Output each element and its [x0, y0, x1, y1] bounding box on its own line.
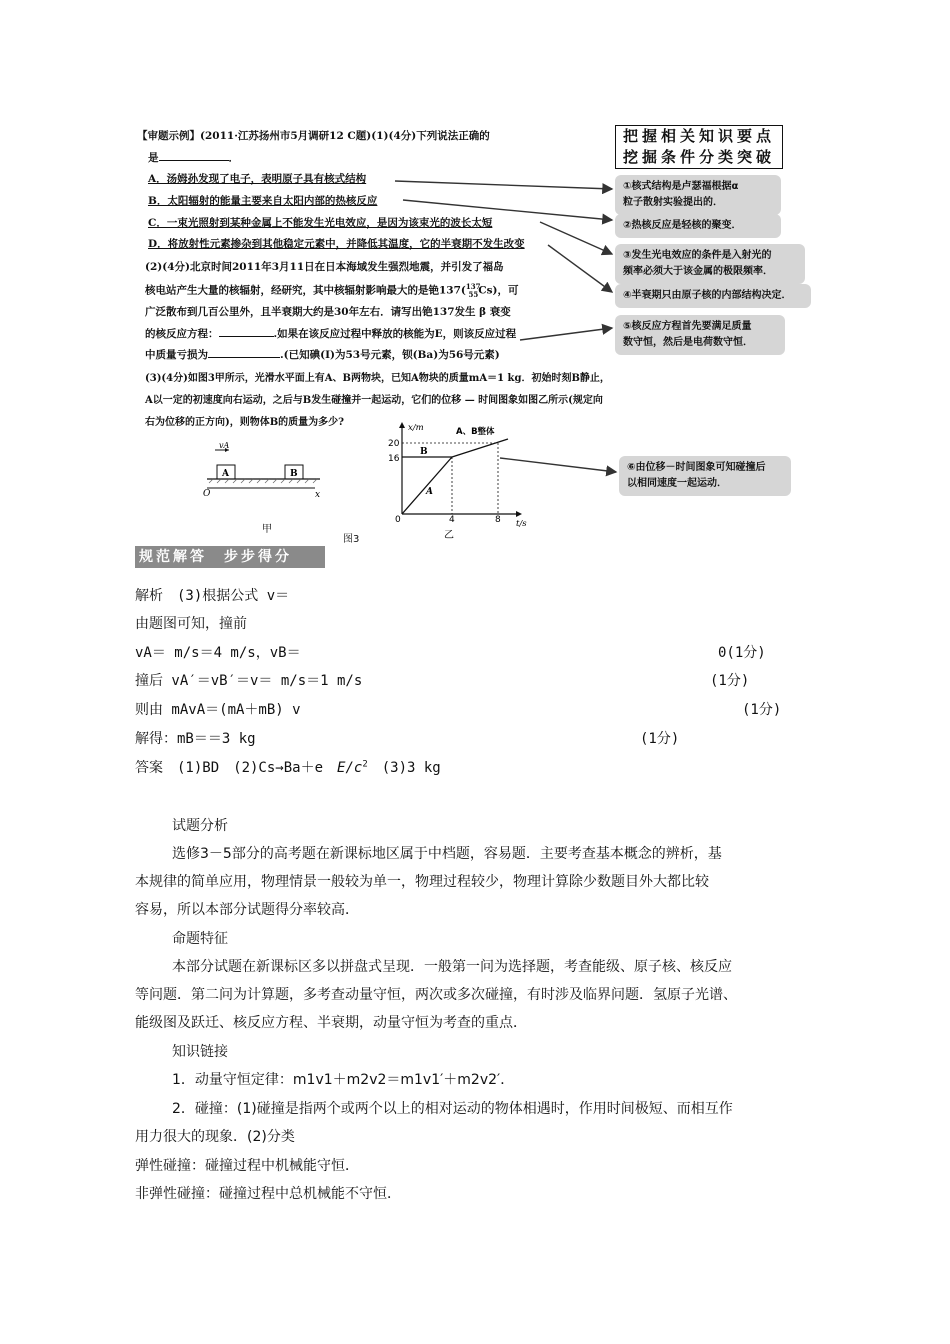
solution-line4: 撞后 vA′＝vB′＝v＝ m/s＝1 m/s [135, 673, 363, 689]
answer-mass-defect: E/c [337, 760, 363, 776]
part2-line4-tail: .如果在该反应过程中释放的核能为E，则该反应过程 [273, 328, 517, 340]
arrow-5 [520, 328, 612, 340]
t-axis-label: t/s [516, 519, 527, 529]
arrow-3 [540, 222, 612, 254]
answer-exponent: 2 [362, 759, 368, 770]
side-header-line2: 挖掘条件分类突破 [622, 148, 775, 166]
arrow-1 [395, 181, 612, 189]
line-ab [452, 439, 508, 457]
note-2-line1: ②热核反应是轻核的聚变． [623, 220, 742, 231]
heading-analysis: 试题分析 [172, 818, 228, 834]
tick-20: 20 [388, 439, 400, 449]
answer-part1: 答案 (1)BD (2)Cs→Ba＋e [135, 760, 338, 776]
option-b: B．太阳辐射的能量主要来自太阳内部的热核反应 [148, 195, 378, 207]
y-axis-label: x/m [408, 423, 424, 433]
solution-line5-score: (1分) [742, 702, 782, 718]
jia-label: 甲 [262, 524, 272, 535]
part2-line4-text: 的核反应方程： [145, 328, 219, 340]
arrow-2 [403, 200, 612, 220]
note-5-line1: ⑤核反应方程首先要满足质量 [623, 321, 752, 332]
knowledge-k1: 1．动量守恒定律：m1v1＋m2v2＝m1v1′＋m2v2′． [172, 1072, 515, 1088]
solution-line5: 则由 mAvA＝(mA＋mB) v [135, 702, 301, 718]
features-p2c: 能级图及跃迁、核反应方程、半衰期，动量守恒为考查的重点． [135, 1015, 527, 1031]
solution-line2: 由题图可知，撞前 [135, 616, 247, 632]
part3-line2: A以一定的初速度向右运动，之后与B发生碰撞并一起运动，它们的位移 — 时间图象如图乙所示(规定向 [145, 395, 603, 406]
figure-jia [195, 440, 335, 550]
arrow-4 [548, 245, 612, 292]
figure-yi [378, 418, 538, 544]
heading-features: 命题特征 [172, 931, 228, 947]
question-intro: 【审题示例】(2011·江苏扬州市5月调研12 C题)(1)(4分)下列说法正确的 [137, 130, 490, 142]
figure-caption: 图3 [343, 534, 360, 545]
part3-line3: 右为位移的正方向)，则物体B的质量为多少? [145, 417, 345, 428]
va-label: vA [219, 441, 230, 450]
part2-line5-text: 中质量亏损为 [145, 349, 208, 361]
solution-line4-score: (1分) [710, 673, 750, 689]
note-3-line1: ③发生光电效应的条件是入射光的 [623, 250, 772, 261]
part2-line5-tail: .(已知碘(I)为53号元素，钡(Ba)为56号元素) [280, 349, 500, 361]
knowledge-k4: 非弹性碰撞：碰撞过程中总机械能不守恒． [135, 1186, 401, 1202]
option-d: D．将放射性元素掺杂到其他稳定元素中，并降低其温度，它的半衰期不发生改变 [148, 238, 525, 250]
part2-line2-text: 核电站产生大量的核辐射，经研究，其中核辐射影响最大的是铯137( [145, 284, 466, 297]
part2-line2: 核电站产生大量的核辐射，经研究，其中核辐射影响最大的是铯137($^{137}_{55}$Cs)，可 [145, 282, 519, 299]
option-a: A．汤姆孙发现了电子，表明原子具有核式结构 [148, 173, 367, 185]
line-a [402, 457, 452, 514]
tick-4: 4 [449, 515, 455, 525]
knowledge-k2a: 2．碰撞：(1)碰撞是指两个或两个以上的相对运动的物体相遇时，作用时间极短、而相互作 [172, 1101, 733, 1117]
question-intro2-text: 是 [148, 152, 159, 164]
note-5-line2: 数守恒，然后是电荷数守恒． [623, 337, 753, 348]
features-p2b: 等问题．第二问为计算题，多考查动量守恒，两次或多次碰撞，有时涉及临界问题．氢原子光谱、 [135, 987, 737, 1003]
knowledge-k2b: 用力很大的现象．(2)分类 [135, 1129, 295, 1145]
yi-label: 乙 [444, 530, 454, 541]
note-1-line1: ①核式结构是卢瑟福根据α [623, 181, 739, 192]
graph-b-label: B [420, 447, 428, 457]
note-6-line1: ⑥由位移－时间图象可知碰撞后 [627, 462, 766, 473]
part2-line1: (2)(4分)北京时间2011年3月11日在日本海域发生强烈地震，并引发了福岛 [145, 261, 504, 273]
note-6-line2: 以相同速度一起运动． [627, 478, 727, 489]
origin-o: O [203, 489, 211, 499]
answer-line [135, 757, 441, 777]
analysis-p1a: 选修3－5部分的高考题在新课标地区属于中档题，容易题．主要考查基本概念的辨析，基 [172, 846, 722, 862]
tick-origin: 0 [395, 515, 401, 525]
solution-line6: 解得：mB＝＝3 kg [135, 731, 256, 747]
block-a-label: A [222, 469, 229, 479]
note-3-line2: 频率必须大于该金属的极限频率． [623, 266, 773, 277]
option-c: C．一束光照射到某种金属上不能发生光电效应，是因为该束光的波长太短 [148, 217, 493, 229]
features-p2a: 本部分试题在新课标区多以拼盘式呈现．一般第一问为选择题，考查能级、原子核、核反应 [172, 959, 732, 975]
side-header-line1: 把握相关知识要点 [622, 127, 775, 145]
answer-part3: (3)3 kg [367, 760, 441, 776]
part2-line3: 广泛散布到几百公里外，且半衰期大约是30年左右．请写出铯137发生 β 衰变 [145, 306, 511, 318]
question-intro-line2: 是 ． [148, 152, 239, 164]
part2-line2-tail: Cs)，可 [478, 284, 519, 297]
graph-a-label: A [426, 487, 433, 497]
part3-line1: (3)(4分)如图3甲所示，光滑水平面上有A、B两物块，已知A物块的质量mA＝1 kg．初始时刻B静止， [145, 373, 610, 384]
graph-title: A、B整体 [456, 427, 495, 437]
solution-line3-score: 0(1分) [718, 645, 766, 661]
solution-band: 规范解答 步步得分 [135, 546, 325, 568]
block-b-label: B [290, 469, 298, 479]
knowledge-k3: 弹性碰撞：碰撞过程中机械能守恒． [135, 1158, 359, 1174]
tick-8: 8 [495, 515, 501, 525]
heading-knowledge: 知识链接 [172, 1044, 228, 1060]
tick-16: 16 [388, 454, 400, 464]
x-axis-label: x [315, 490, 321, 500]
note-1-line2: 粒子散射实验提出的． [623, 197, 723, 208]
solution-line3: vA＝ m/s＝4 m/s，vB＝ [135, 645, 301, 661]
analysis-p1c: 容易，所以本部分试题得分率较高． [135, 902, 359, 918]
solution-line6-score: (1分) [640, 731, 680, 747]
analysis-p1b: 本规律的简单应用，物理情景一般较为单一，物理过程较少，物理计算除少数题目外大都比较 [135, 874, 709, 890]
note-4-line1: ④半衰期只由原子核的内部结构决定． [623, 290, 792, 301]
solution-line1: 解析 (3)根据公式 v＝ [135, 588, 290, 604]
